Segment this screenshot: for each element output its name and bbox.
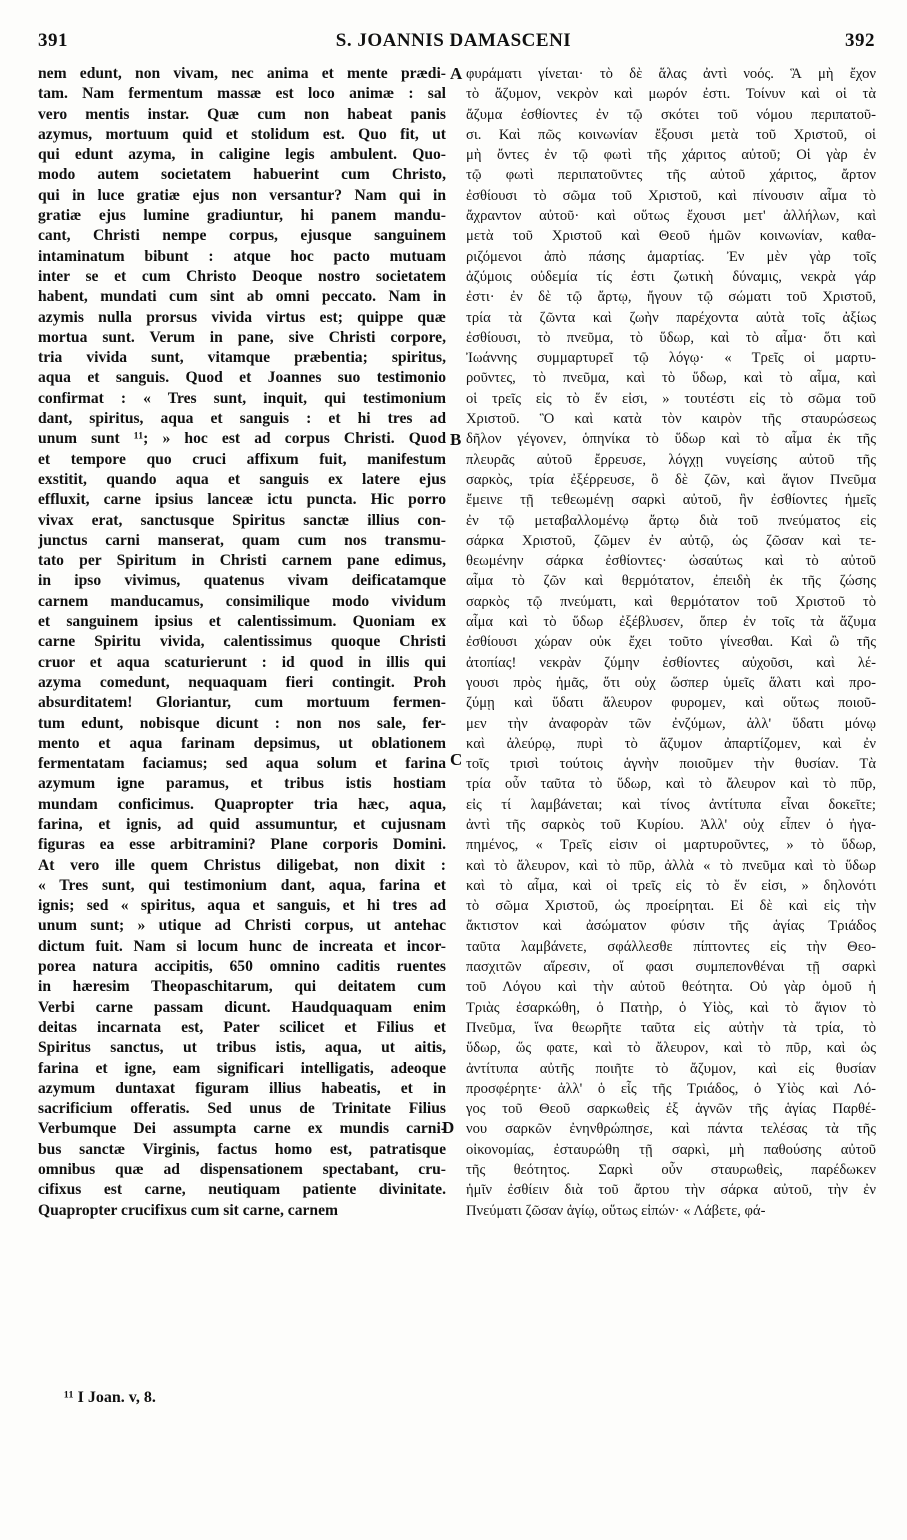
latin-text-line: cifixus est carne, neutiquam patiente divinitate. — [38, 1181, 446, 1199]
greek-text-line: τῷ φωτὶ περιπατοῦντες τῆς αὐτοῦ χάριτος, ἄρτον — [466, 167, 876, 184]
latin-text-line: mortua sunt. Verum in pane, sive Christi corpore, — [38, 328, 446, 346]
latin-text-line: tum edunt, nobisque dicunt : non nos sale, fer- — [38, 714, 446, 732]
margin-letter-a: A — [450, 64, 463, 83]
greek-text-line: προσφέρητε· ἀλλ' ὁ εἷς τῆς Τριάδος, ὁ Υἱὸς καὶ Λό- — [466, 1080, 876, 1097]
latin-text-line: azymum igne paramus, et tribus istis hostiam — [38, 775, 446, 793]
latin-text-line: et sanguinem ipsius et calentissimum. Quoniam ex — [38, 613, 446, 631]
greek-text-line: πημένος, « Τρεῖς εἰσιν οἱ μαρτυροῦντες, » τὸ ὕδωρ, — [466, 837, 876, 854]
greek-text-line: σι. Καὶ πῶς κοινωνίαν ἔξουσι μετὰ τοῦ Χριστοῦ, οἱ — [466, 126, 876, 143]
latin-text-line: Verbumque Dei assumpta carne ex mundis carni- — [38, 1120, 446, 1138]
latin-text-line: nem edunt, non vivam, nec anima et mente prædi- — [38, 65, 446, 82]
greek-text-line: ἄζυμα ἐσθίοντες ἐν τῷ σκότει τοῦ νόμου περιπατοῦ- — [466, 106, 876, 123]
latin-text-line: effluxit, carne ipsius lanceæ ictu puncta. Hic porro — [38, 491, 446, 509]
greek-text-line: τοῖς τρισὶ τούτοις ἁγνὴν ποιοῦμεν τὴν θυσίαν. Τὰ — [466, 756, 876, 773]
greek-text-line: ἀζύμοις οὐδεμία τίς ἐστι ζωτικὴ δύναμις, νεκρὰ γάρ — [466, 268, 876, 285]
greek-text-line: σάρκα Χριστοῦ, ζῶμεν ἐν αὐτῷ, ὡς ζῶσαν καὶ τε- — [466, 532, 876, 549]
latin-text-line: Spiritus sanctus, ut tribus istis, aqua, ut aitis, — [38, 1039, 446, 1057]
greek-text-line: σαρκὸς τῷ πνεύματι, καὶ θερμότατον τοῦ Χριστοῦ τὸ — [466, 593, 876, 610]
footnote: ¹¹ I Joan. v, 8. — [64, 1389, 156, 1406]
latin-text-line: azyma comedunt, nequaquam fieri contingit. Proh — [38, 673, 446, 691]
greek-text-line: Πνεῦμα, ἵνα θεωρῆτε ταῦτα εἰς αὐτὴν τὰ τρία, τὸ — [466, 1019, 876, 1036]
greek-text-line: τοῦ Λόγου καὶ τὴν αὐτοῦ θεότητα. Οὐ γὰρ ὁμοῦ ἡ — [466, 979, 876, 996]
greek-text-line: εἰς τί λαμβάνεται; καὶ τίνος ἀντίτυπα εἶναι δοκεῖτε; — [466, 796, 876, 813]
margin-letter-c: C — [450, 750, 463, 769]
greek-text-line: σαρκὸς, τρία ἐξέρρευσε, ὃ δὲ ζῶν, καὶ ἅγιον Πνεῦμα — [466, 471, 876, 488]
latin-text-line: cant, Christi nempe corpus, ejusque sanguinem — [38, 227, 446, 245]
latin-text-line: Verbi carne passam dicunt. Haudquaquam enim — [38, 998, 446, 1016]
latin-text-line: unum sunt ¹¹; » hoc est ad corpus Christi. Quod — [38, 430, 446, 448]
greek-text-line: αἷμα τὸ ζῶν καὶ θερμότατον, ἐπειδὴ ἐκ τῆς ζώσης — [466, 573, 876, 590]
greek-text-line: ἐστι· ἐν δὲ τῷ ἄρτῳ, ἤγουν τῷ σώματι τοῦ Χριστοῦ, — [466, 289, 876, 306]
greek-text-line: ἐσθίουσι χώραν οὐκ ἔχει τοῦτο γίνεσθαι. Καὶ ὢ τῆς — [466, 634, 876, 651]
greek-text-line: ταῦτα λαμβάνετε, σφάλλεσθε πίπτοντες εἰς τὴν Θεο- — [466, 938, 876, 955]
greek-text-line: νου σαρκῶν ἐνηνθρώπησε, καὶ πάντα τελέσας τὰ τῆς — [466, 1121, 876, 1138]
latin-text-line: vero mentis instar. Quæ cum non habeat panis — [38, 105, 446, 123]
latin-text-line: fermentatam faciamus; sed aqua solum et farina — [38, 755, 446, 773]
latin-text-line: omnibus quæ ad dispensationem spectabant, cru- — [38, 1161, 446, 1179]
greek-text-line: αἷμα καὶ τὸ ὕδωρ ἐξέβλυσεν, ὅπερ ἐν τοῖς τὰ ἄζυμα — [466, 614, 876, 631]
latin-text-line: exstitit, quando aqua et sanguis ex latere ejus — [38, 470, 446, 488]
latin-text-line: mento et aqua farinam depsimus, ut oblationem — [38, 734, 446, 752]
latin-text-line: farina, et ignis, ad quid assumuntur, et cujusnam — [38, 815, 446, 833]
latin-text-line: absurditatem! Gloriantur, cum mortuum fermen- — [38, 694, 446, 712]
greek-text-line: φυράματι γίνεται· τὸ δὲ ἅλας ἀντὶ νοός. Ἃ μὴ ἔχον — [466, 66, 876, 82]
greek-text-line: μὴ ὄντες ἐν τῷ φωτὶ τῆς χάριτος αὐτοῦ; Οἱ γὰρ ἐν — [466, 147, 876, 164]
greek-text-line: γος τοῦ Θεοῦ σαρκωθεὶς ἐξ ἁγνῶν τῆς ἁγίας Παρθέ- — [466, 1101, 876, 1118]
latin-text-line: in ipso vivimus, quatenus vivam deificatamque — [38, 572, 446, 590]
greek-text-line: ἐν τῷ μεταβαλλομένῳ ἄρτῳ διὰ τοῦ πνεύματος εἰς — [466, 512, 876, 529]
greek-text-line: ἐσθίουσι, τὸ πνεῦμα, τὸ ὕδωρ, καὶ τὸ αἷμα· ὅτι καὶ — [466, 329, 876, 346]
latin-text-line: farina et igne, eam significari intelligatis, adeoque — [38, 1059, 446, 1077]
latin-text-line: figuras ea esse arbitramini? Plane corporis Domini. — [38, 836, 446, 854]
latin-text-line: tato per Spiritum in Christi carnem pane edimus, — [38, 552, 446, 570]
greek-text-line: τρία οὖν ταῦτα τὸ ὕδωρ, καὶ τὸ ἄλευρον καὶ τὸ πῦρ, — [466, 776, 876, 793]
greek-text-line: καὶ τὸ αἷμα, καὶ οἱ τρεῖς εἰς τὸ ἕν εἰσι, » δηλονότι — [466, 877, 876, 894]
latin-column — [38, 64, 446, 1221]
margin-letter-d: D — [442, 1118, 455, 1137]
latin-text-line: « Tres sunt, qui testimonium dant, aqua, farina et — [38, 876, 446, 894]
latin-text-line: carnem manducamus, consimilique modo vividum — [38, 592, 446, 610]
latin-text-line: bus sanctæ Virginis, factus homo est, patratisque — [38, 1140, 446, 1158]
greek-text-line: Τριὰς ἐσαρκώθη, ὁ Πατὴρ, ὁ Υἱὸς, καὶ τὸ ἅγιον τὸ — [466, 999, 876, 1016]
latin-text-line: carne Spiritu vivida, calentissimus quoque Christi — [38, 633, 446, 651]
greek-text-line: τῆς θεότητος. Σαρκὶ οὖν σταυρωθεὶς, παρέδωκεν — [466, 1162, 876, 1179]
latin-text-line: azymum duntaxat figuram illius habeatis, et in — [38, 1079, 446, 1097]
greek-text-line: ἄκτιστον καὶ ἀσώματον φύσιν τῆς ἁγίας Τριάδος — [466, 918, 876, 935]
greek-text-line: γουσι πρὸς ἡμᾶς, ὅτι οὐχ ὥσπερ ὑμεῖς ἅλατι καὶ προ- — [466, 674, 876, 691]
greek-text-line: ροῦντες, τὸ πνεῦμα, καὶ τὸ ὕδωρ, καὶ τὸ αἷμα, καὶ — [466, 370, 876, 387]
latin-text-line: qui edunt azyma, in caligine legis ambulent. Quo- — [38, 146, 446, 164]
latin-text-line: unum sunt; » utique ad Christi corpus, ut antehac — [38, 917, 446, 935]
greek-text-line: τρία τὰ ζῶντα καὶ ζωὴν παρέχοντα αὐτὰ τοῖς ἀξίως — [466, 309, 876, 326]
latin-text-line: et tempore quo cruci affixum fuit, manifestum — [38, 450, 446, 468]
latin-text-line: junctus carni manserat, quam cum nos transmu- — [38, 531, 446, 549]
latin-text-line: tam. Nam fermentum massæ est loco animæ : sal — [38, 85, 446, 103]
latin-text-line: dictum fuit. Nam si locum hunc de increata et incor- — [38, 937, 446, 955]
greek-text-line: Πνεύματι ζῶσαν ἁγίῳ, οὕτως εἰπών· « Λάβετε, φά- — [466, 1202, 766, 1219]
greek-text-line: μετὰ τοῦ Χριστοῦ καὶ Θεοῦ ἡμῶν κοινωνίαν, καθα- — [466, 228, 876, 245]
latin-text-line: azymis nulla prorsus vivida virtus est; quippe quæ — [38, 308, 446, 326]
greek-text-line: ἔμεινε τῇ τεθεωμένῃ σαρκὶ αὐτοῦ, ἣν ἐσθίοντες ἡμεῖς — [466, 492, 876, 509]
running-title: S. JOANNIS DAMASCENI — [335, 30, 572, 51]
margin-letter-b: B — [450, 430, 462, 449]
latin-text-line: sacrificium offeratis. Sed unus de Trinitate Filius — [38, 1100, 446, 1118]
greek-text-line: ἀντὶ τῆς σαρκὸς τοῦ Κυρίου. Ἀλλ' οὐχ εἶπεν ὁ ἠγα- — [466, 816, 876, 833]
latin-text-line: dant, spiritus, aqua et sanguis : et hi tres ad — [38, 410, 446, 428]
greek-text-line: τὸ ἄζυμον, νεκρὸν καὶ μωρόν ἐστι. Τοίνυν καὶ οἱ τὰ — [466, 86, 876, 103]
greek-text-line: ριζόμενοι ἀπὸ πάσης ἁμαρτίας. Ἐν μὲν γὰρ τοῖς — [466, 248, 876, 265]
greek-text-line: ὕδωρ, ὥς φατε, καὶ τὸ ἄλευρον, καὶ τὸ πῦρ, καὶ ὡς — [466, 1040, 876, 1057]
greek-text-line: καὶ ἀλεύρῳ, πυρὶ τὸ ἄζυμον ἀπαρτίζομεν, καὶ ἐν — [466, 735, 876, 752]
latin-text-line: in hæresim Theopaschitarum, qui deitatem cum — [38, 978, 446, 996]
latin-text-line: mundam conficimus. Quapropter tria hæc, aqua, — [38, 795, 446, 813]
latin-text-line: habent, mundati cum sint ab omni peccato. Nam in — [38, 288, 446, 306]
latin-text-line: qui in luce gratiæ ejus non versantur? Nam qui in — [38, 186, 446, 204]
latin-text-line: aqua et sanguis. Quod et Joannes suo testimonio — [38, 369, 446, 387]
latin-text-line: tria vivida sunt, vitamque præbentia; spiritus, — [38, 349, 446, 367]
greek-text-line: πλευρᾶς αὐτοῦ ἔρρευσε, λόγχῃ νυγείσης αὐτοῦ τῆς — [466, 451, 876, 468]
greek-text-line: ἡμῖν ἐσθίειν διὰ τοῦ ἄρτου τὴν σάρκα αὐτοῦ, τὴν ἐν — [466, 1182, 876, 1199]
greek-text-line: ἀντίτυπα αὐτῆς ποιῆτε τὸ ἄζυμον, καὶ εἰς θυσίαν — [466, 1060, 876, 1077]
greek-column — [466, 64, 876, 1221]
latin-text-line: modo autem societatem habuerint cum Christo, — [38, 166, 446, 184]
greek-text-line: μεν τὴν ἀναφορὰν τῶν ἐνζύμων, ἀλλ' ὕδατι μόνῳ — [466, 715, 876, 732]
page-number-right: 392 — [845, 30, 875, 51]
greek-text-line: ἐσθίουσι τὸ σῶμα τοῦ Χριστοῦ, καὶ πίνουσιν αἷμα τὸ — [466, 187, 876, 204]
greek-text-line: τὸ σῶμα Χριστοῦ, ὡς προείρηται. Εἰ δὲ καὶ εἰς τὴν — [466, 898, 876, 915]
greek-text-line: ζύμῃ καὶ ὕδατι ἄλευρον φυρομεν, καὶ οὕτως ποιοῦ- — [466, 695, 876, 712]
greek-text-line: οἰκονομίας, ἐσταυρώθη τῇ σαρκὶ, μὴ παθούσης αὐτοῦ — [466, 1141, 876, 1158]
greek-text-line: ἀτοπίας! νεκρὰν ζύμην ἐσθίοντες αὐχοῦσι, καὶ λέ- — [466, 654, 876, 671]
latin-text-line: Quapropter crucifixus cum sit carne, carnem — [38, 1201, 338, 1219]
latin-text-line: azymus, mortuum quid et stolidum est. Quo fit, ut — [38, 125, 446, 143]
latin-text-line: At vero ille quem Christus diligebat, non dixit : — [38, 856, 446, 874]
latin-text-line: vivax erat, sanctusque Spiritus sanctæ illius con- — [38, 511, 446, 529]
latin-text-line: confirmat : « Tres sunt, inquit, qui testimonium — [38, 389, 446, 407]
latin-text-line: gratiæ ejus lumine gradiuntur, hi panem mandu- — [38, 207, 446, 225]
greek-text-line: καὶ τὸ ἄλευρον, καὶ τὸ πῦρ, ἀλλὰ « τὸ πνεῦμα καὶ τὸ ὕδωρ — [466, 857, 876, 874]
latin-text-line: intaminatum bibunt : atque hoc pacto mutuam — [38, 247, 446, 265]
latin-text-line: deitas incarnata est, Pater scilicet et Filius et — [38, 1018, 446, 1036]
latin-text-line: cruor et aqua scaturierunt : id quod in illis qui — [38, 653, 446, 671]
latin-text-line: porea natura accipitis, 650 omnino caditis ruentes — [38, 958, 446, 976]
greek-text-line: Χριστοῦ. Ὃ καὶ κατὰ τὸν καιρὸν τῆς σταυρώσεως — [466, 411, 876, 428]
greek-text-line: οἱ τρεῖς εἰς τὸ ἕν εἰσι, » τουτέστι εἰς τὸ σῶμα τοῦ — [466, 390, 876, 407]
latin-text-line: ignis; sed « spiritus, aqua et sanguis, et hi tres ad — [38, 897, 446, 915]
greek-text-line: πασχιτῶν αἵρεσιν, οἵ φασι συμπεπονθέναι τῇ σαρκὶ — [466, 959, 876, 976]
latin-text-line: inter se et cum Christo Deoque nostro societatem — [38, 267, 446, 285]
greek-text-line: δῆλον γέγονεν, ὁπηνίκα τὸ ὕδωρ καὶ τὸ αἷμα ἐκ τῆς — [466, 431, 876, 448]
greek-text-line: ἄχραντον αὐτοῦ· καὶ οὕτως ἔχουσι μετ' ἀλλήλων, καὶ — [466, 208, 876, 225]
page-number-left: 391 — [38, 30, 68, 51]
greek-text-line: Ἰωάννης συμμαρτυρεῖ τῷ λόγῳ· « Τρεῖς οἱ μαρτυ- — [466, 350, 876, 367]
greek-text-line: θεωμένην σάρκα ἐσθίοντες· ὡσαύτως καὶ τὸ αὐτοῦ — [466, 553, 876, 570]
